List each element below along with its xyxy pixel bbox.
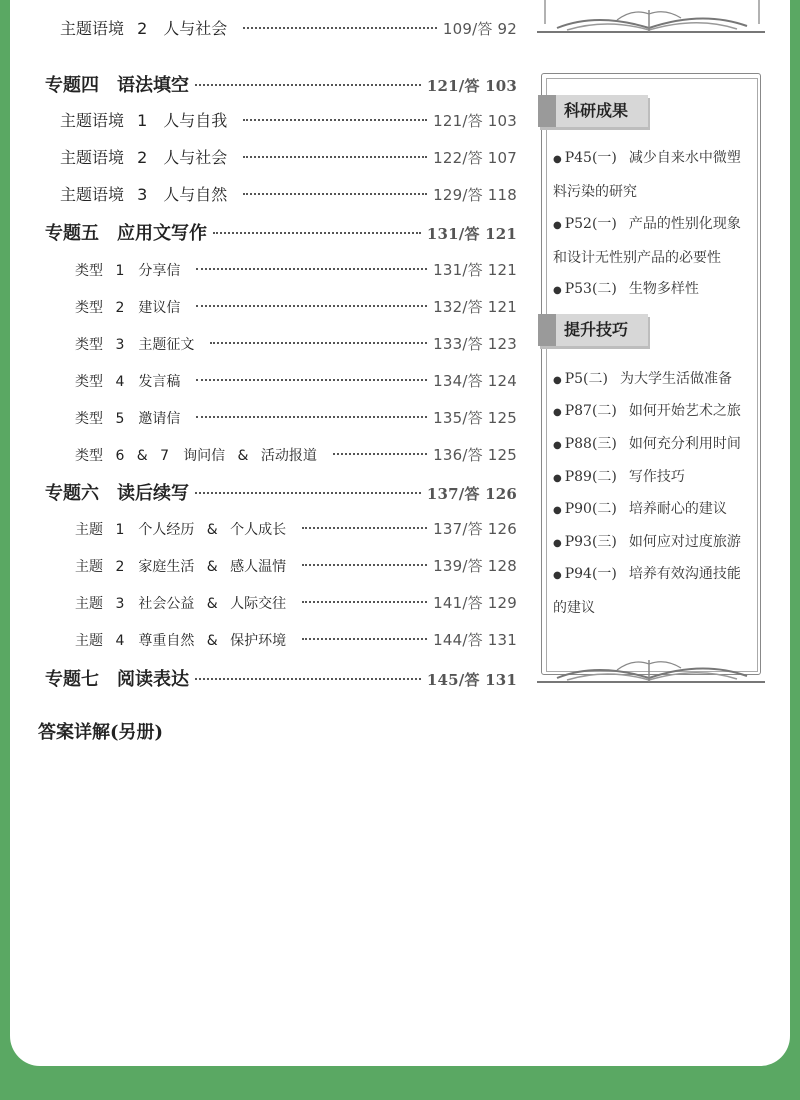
toc-page: 133/答 123 (433, 335, 517, 353)
toc-page: 137/答 126 (426, 485, 517, 503)
bullet-icon: ● (553, 375, 562, 386)
sidebar-text: 生物多样性 (628, 281, 699, 297)
toc-row (75, 629, 517, 650)
toc-page: 141/答 129 (433, 594, 517, 612)
sidebar-text: 如何应对过度旅游 (628, 534, 741, 550)
sidebar-ref: P94(一) (564, 566, 617, 582)
toc-leader (302, 527, 427, 529)
sidebar-ref: P93(三) (564, 534, 617, 550)
bullet-icon: ● (553, 505, 562, 516)
toc-row (60, 16, 517, 39)
research-header (538, 95, 648, 127)
toc-label: 类型 1 分享信 (75, 263, 181, 279)
toc-page: 131/答 121 (433, 261, 517, 279)
sidebar-item (553, 273, 758, 307)
sidebar-item (553, 208, 758, 275)
sidebar-item (553, 558, 758, 625)
answers-note: 答案详解(另册) (38, 722, 164, 743)
bullet-icon: ● (553, 154, 562, 165)
toc-row (75, 296, 517, 317)
bullet-icon: ● (553, 285, 562, 296)
toc-page: 121/答 103 (433, 112, 517, 130)
sidebar-ref: P88(三) (564, 436, 617, 452)
toc-page: 121/答 103 (426, 77, 517, 95)
sidebar-text: 和设计无性别产品的必要性 (553, 250, 721, 266)
bullet-icon: ● (553, 570, 562, 581)
sidebar-text: 产品的性别化现象 (628, 216, 741, 232)
toc-leader (213, 232, 421, 234)
sidebar-ref: P52(一) (564, 216, 617, 232)
toc-label: 专题七 阅读表达 (45, 669, 189, 690)
toc-leader (210, 342, 427, 344)
sidebar-text: 料污染的研究 (553, 184, 637, 200)
toc-leader (333, 453, 427, 455)
bullet-icon: ● (553, 538, 562, 549)
toc-row (45, 665, 517, 691)
sidebar-text: 为大学生活做准备 (620, 371, 732, 387)
sidebar-ref: P90(二) (564, 501, 617, 517)
sidebar-text: 培养耐心的建议 (628, 501, 727, 517)
sidebar-ref: P87(二) (564, 403, 617, 419)
sidebar-item (553, 395, 758, 429)
toc-label: 专题五 应用文写作 (45, 223, 207, 244)
toc-page: 145/答 131 (426, 671, 517, 689)
toc-label: 类型 2 建议信 (75, 300, 181, 316)
toc-row (75, 592, 517, 613)
toc-page: 135/答 125 (433, 409, 517, 427)
toc-label: 类型 5 邀请信 (75, 411, 181, 427)
toc-row (75, 370, 517, 391)
toc-leader (195, 492, 421, 494)
toc-leader (302, 564, 427, 566)
bullet-icon: ● (553, 407, 562, 418)
sidebar-text: 的建议 (553, 600, 595, 616)
toc-leader (243, 193, 427, 195)
toc-row (60, 108, 517, 131)
sidebar-item (553, 142, 758, 209)
toc-label: 主题语境 2 人与社会 (60, 19, 228, 38)
sidebar-item (553, 526, 758, 560)
toc-row (60, 182, 517, 205)
sidebar-text: 写作技巧 (628, 469, 685, 485)
research-title: 科研成果 (564, 101, 629, 120)
toc-row (60, 145, 517, 168)
toc-leader (243, 119, 427, 121)
toc-row (75, 518, 517, 539)
toc-row (45, 219, 517, 245)
sidebar-ref: P5(二) (564, 371, 608, 387)
toc-leader (243, 27, 437, 29)
toc-label: 专题六 读后续写 (45, 483, 189, 504)
toc-row (75, 407, 517, 428)
bullet-icon: ● (553, 440, 562, 451)
toc-label: 主题语境 2 人与社会 (60, 148, 228, 167)
toc-page: 109/答 92 (442, 20, 517, 38)
sidebar-item (553, 461, 758, 495)
toc-page: 134/答 124 (433, 372, 517, 390)
toc-leader (302, 601, 427, 603)
toc-label: 主题语境 1 人与自我 (60, 111, 228, 130)
toc-page: 129/答 118 (433, 186, 517, 204)
toc-leader (195, 84, 421, 86)
toc-label: 类型 4 发言稿 (75, 374, 181, 390)
bullet-icon: ● (553, 220, 562, 231)
toc-row (45, 479, 517, 505)
toc-label: 主题 1 个人经历 & 个人成长 (75, 522, 287, 538)
open-book-icon (537, 0, 765, 40)
toc-leader (196, 416, 427, 418)
sidebar-text: 培养有效沟通技能 (628, 566, 741, 582)
toc-label: 主题语境 3 人与自然 (60, 185, 228, 204)
toc-row (75, 444, 517, 465)
toc-leader (243, 156, 427, 158)
toc-leader (195, 678, 421, 680)
bullet-icon: ● (553, 473, 562, 484)
toc-label: 主题 3 社会公益 & 人际交往 (75, 596, 287, 612)
toc-page: 136/答 125 (433, 446, 517, 464)
sidebar-text: 减少自来水中微塑 (628, 150, 741, 166)
skills-header (538, 314, 648, 346)
toc-leader (196, 305, 427, 307)
toc-leader (196, 268, 427, 270)
toc-label: 主题 4 尊重自然 & 保护环境 (75, 633, 287, 649)
toc-row (45, 71, 517, 97)
toc-leader (196, 379, 427, 381)
skills-title: 提升技巧 (564, 320, 629, 339)
toc-page: 122/答 107 (433, 149, 517, 167)
toc-page: 131/答 121 (426, 225, 517, 243)
sidebar-item (553, 493, 758, 527)
toc-leader (302, 638, 427, 640)
sidebar-item (553, 363, 758, 397)
open-book-icon (537, 648, 765, 688)
toc-row (75, 333, 517, 354)
sidebar-ref: P53(二) (564, 281, 617, 297)
sidebar-ref: P45(一) (564, 150, 617, 166)
toc-row (75, 555, 517, 576)
toc-page: 144/答 131 (433, 631, 517, 649)
sidebar-text: 如何开始艺术之旅 (628, 403, 741, 419)
sidebar-item (553, 428, 758, 462)
toc-label: 专题四 语法填空 (45, 75, 189, 96)
toc-page: 139/答 128 (433, 557, 517, 575)
toc-row (75, 259, 517, 280)
toc-label: 类型 3 主题征文 (75, 337, 195, 353)
toc-page: 132/答 121 (433, 298, 517, 316)
sidebar-ref: P89(二) (564, 469, 617, 485)
toc-label: 主题 2 家庭生活 & 感人温情 (75, 559, 287, 575)
sidebar-text: 如何充分利用时间 (628, 436, 741, 452)
toc-label: 类型 6 & 7 询问信 & 活动报道 (75, 448, 317, 464)
toc-page: 137/答 126 (433, 520, 517, 538)
